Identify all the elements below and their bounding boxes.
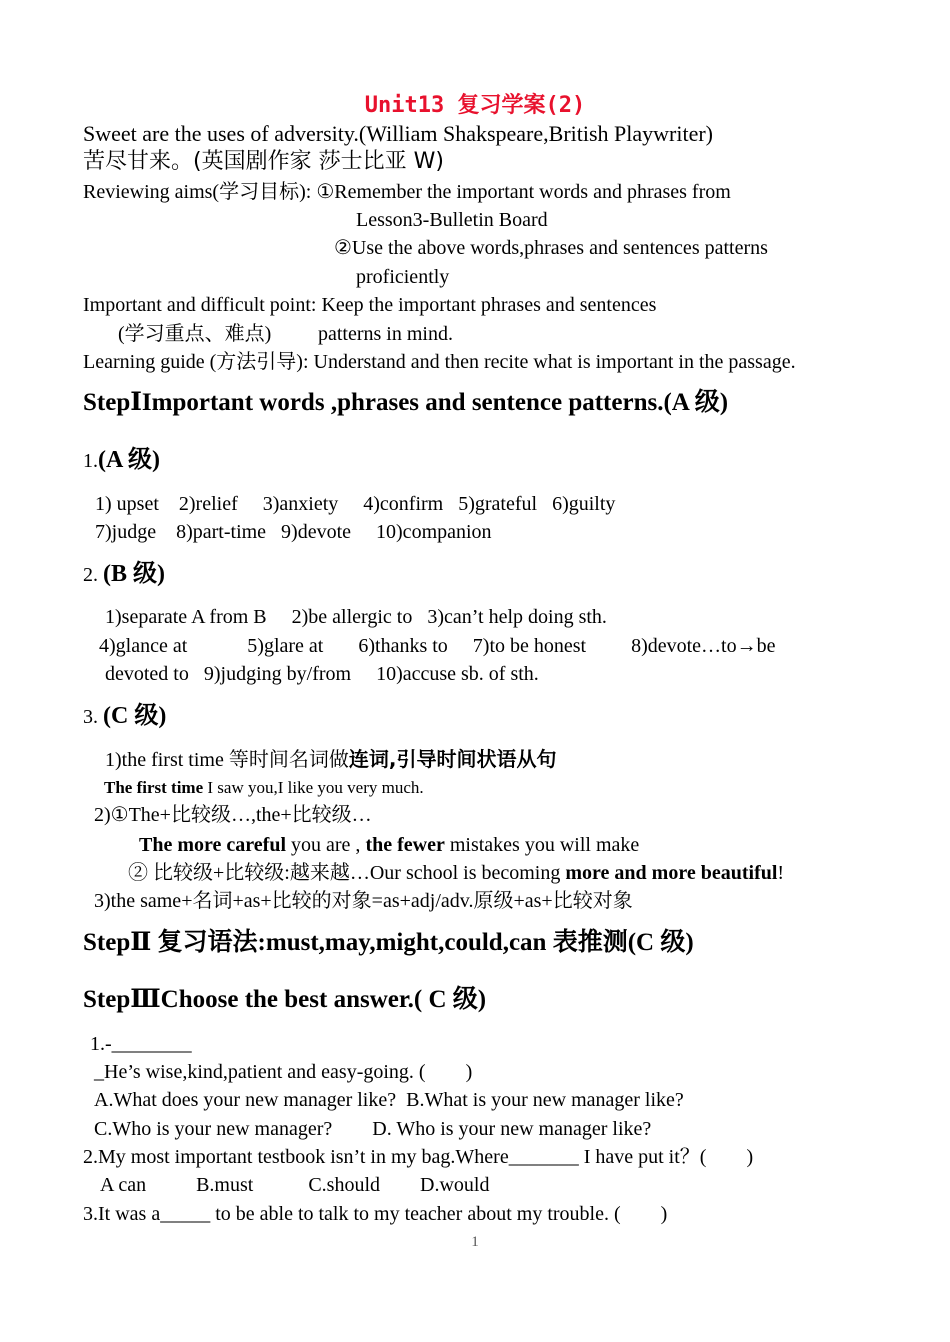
- pattern-2-example: [139, 833, 639, 857]
- sub-c-number: 3.: [83, 706, 103, 728]
- quote-chinese: 苦尽甘来。(英国剧作家 莎士比亚 W): [83, 149, 444, 174]
- step2-heading: StepⅡ 复习语法:must,may,might,could,can 表推测(C 级): [83, 929, 694, 956]
- question-1-prompt: _He’s wise,kind,patient and easy-going. ( ): [94, 1061, 473, 1083]
- pattern-2b: [128, 861, 784, 885]
- pattern-1-example-rest: I saw you,I like you very much.: [203, 778, 424, 797]
- pattern-1-example-bold: The first time: [104, 778, 204, 797]
- pattern-2b-end: !: [777, 862, 785, 884]
- sub-b-number: 2.: [83, 564, 103, 586]
- pattern-1: [105, 747, 556, 772]
- pattern-3: 3)the same+名词+as+比较的对象=as+adj/adv.原级+as+比较对象: [94, 890, 633, 912]
- learning-guide: Learning guide (方法引导): Understand and then recite what is important in the passage.: [83, 351, 796, 373]
- aims-item-1: ①Remember the important words and phrases from: [316, 181, 731, 203]
- step1-sub-c: [83, 702, 166, 731]
- pattern-2b-bold: more and more beautiful: [565, 862, 778, 884]
- aims-label: Reviewing aims(学习目标):: [83, 181, 317, 203]
- words-row-2: 7)judge 8)part-time 9)devote 10)companion: [95, 521, 492, 543]
- pattern-2-example-bold-2: the fewer: [365, 834, 445, 856]
- quote-english: Sweet are the uses of adversity.(William Shakspeare,British Playwriter): [83, 121, 714, 146]
- key-point-label: (学习重点、难点): [118, 323, 272, 345]
- aims-item-1-cont: Lesson3-Bulletin Board: [356, 209, 548, 231]
- page-title: Unit13 复习学案(2): [364, 93, 586, 118]
- sub-b-label: (B 级): [103, 561, 165, 587]
- step3-heading: StepⅢChoose the best answer.( C 级): [83, 986, 487, 1013]
- step1-sub-b: [83, 560, 165, 589]
- question-1-options-cd: C.Who is your new manager? D. Who is your new manager like?: [94, 1118, 652, 1140]
- page-number: 1: [471, 1234, 479, 1250]
- question-2: 2.My most important testbook isn’t in my bag.Where_______ I have put it？( ): [83, 1146, 754, 1168]
- aims-row: [83, 180, 731, 204]
- pattern-2-example-rest-2: mistakes you will make: [444, 834, 640, 856]
- question-1-options-ab: A.What does your new manager like? B.What is your new manager like?: [94, 1089, 684, 1111]
- question-2-options: A can B.must C.should D.would: [100, 1174, 490, 1196]
- aims-item-2: ②Use the above words,phrases and sentences patterns: [334, 237, 768, 259]
- sub-a-number: 1.: [83, 450, 98, 472]
- step1-heading: StepⅠImportant words ,phrases and sentence patterns.(A 级): [83, 389, 729, 416]
- sub-a-label: (A 级): [98, 447, 160, 473]
- aims-item-2-cont: proficiently: [356, 266, 450, 288]
- phrases-row-1: 1)separate A from B 2)be allergic to 3)can’t help doing sth.: [105, 606, 607, 628]
- pattern-2-example-rest-1: you are ,: [286, 834, 366, 856]
- pattern-1-text: 1)the first time 等时间名词做: [105, 749, 349, 771]
- phrases-row-3: devoted to 9)judging by/from 10)accuse sb. of sth.: [105, 663, 539, 685]
- key-point: Important and difficult point: Keep the important phrases and sentences: [83, 294, 657, 316]
- phrases-row-2: 4)glance at 5)glare at 6)thanks to 7)to be honest 8)devote…to→be: [99, 635, 776, 657]
- question-1: 1.-________: [90, 1033, 192, 1055]
- pattern-1-bold: 连词,引导时间状语从句: [348, 747, 557, 771]
- pattern-1-example: [104, 777, 424, 799]
- question-3: 3.It was a_____ to be able to talk to my teacher about my trouble. ( ): [83, 1203, 668, 1225]
- sub-c-label: (C 级): [103, 703, 167, 729]
- pattern-2: 2)①The+比较级…,the+比较级…: [94, 804, 372, 826]
- key-point-cont: patterns in mind.: [318, 323, 453, 345]
- pattern-2-example-bold-1: The more careful: [139, 834, 287, 856]
- pattern-2b-text: ② 比较级+比较级:越来越…Our school is becoming: [128, 862, 566, 884]
- words-row-1: 1) upset 2)relief 3)anxiety 4)confirm 5)grateful 6)guilty: [95, 493, 616, 515]
- step1-sub-a: [83, 446, 160, 475]
